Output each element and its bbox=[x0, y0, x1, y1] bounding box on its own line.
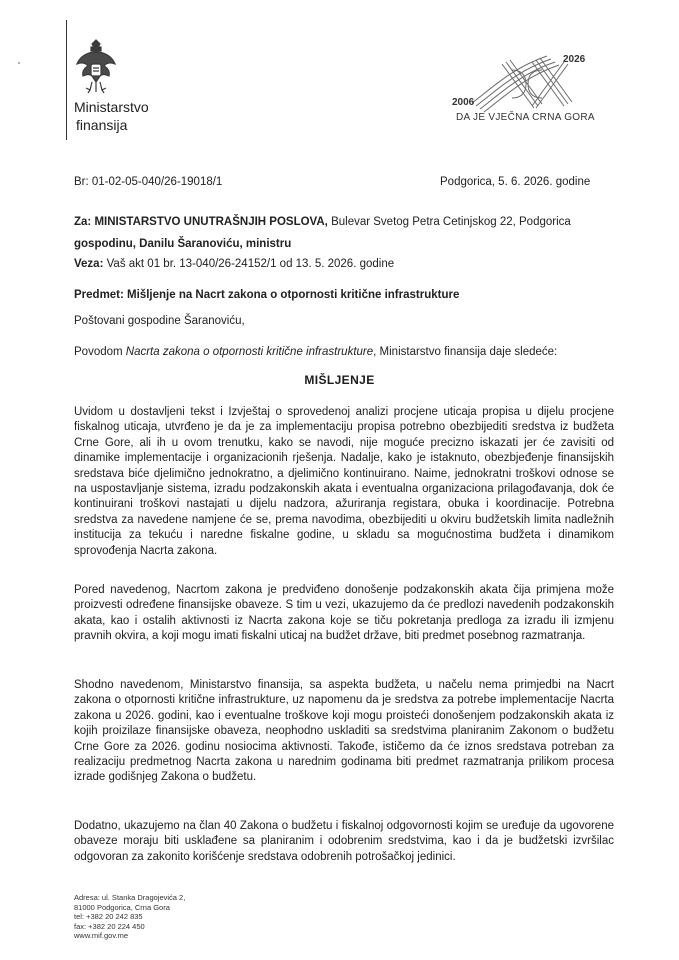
veza-text: Vaš akt 01 br. 13-040/26-24152/1 od 13. 5. 2026. godine bbox=[103, 258, 395, 270]
za-label: Za: bbox=[74, 216, 92, 228]
recipient-line bbox=[74, 214, 571, 230]
recipient-name: MINISTARSTVO UNUTRAŠNJIH POSLOVA, bbox=[94, 216, 328, 228]
footer-website: www.mif.gov.me bbox=[74, 931, 129, 941]
reference-number: Br: 01-02-05-040/26-19018/1 bbox=[74, 176, 223, 188]
paragraph-2: Pored navedenog, Nacrtom zakona je predviđeno donošenje podzakonskih akata čija primjena može proizvesti određene finansijske obaveze. S tim u vezi, ukazujemo da će predlozi navedenih podzakonskih akata, kao i ostalih aktivnosti iz Nacrta zakona koje se tiču pokretanja predloga za izradu ili izmjenu pravnih okvira, a koji mogu imati fiskalni uticaj na budžet države, biti predmet posebnog razmatranja. bbox=[74, 584, 614, 643]
jubilee-slogan: DA JE VJEČNA CRNA GORA bbox=[456, 112, 595, 123]
footer-phone: tel: +382 20 242 835 bbox=[74, 912, 143, 922]
intro-before: Povodom bbox=[74, 346, 126, 358]
veza-line bbox=[74, 256, 394, 272]
paragraph-3: Shodno navedenom, Ministarstvo finansija, sa aspekta budžeta, u načelu nema primjedbi na Nacrt zakona o otpornosti kritične infrastrukture, uz napomenu da je sredstva za potrebe implementacije Nacrta zakona u 2026. godini, kao i eventualne troškove koji mogu proisteći donošenjem podzakonskih akata iz kojih proizilaze finansijske obaveza, neophodno uskladiti sa sredstvima planiranim Zakonom o budžetu Crne Gore za 2026. godinu nosiocima aktivnosti. Takođe, ističemo da će iznos sredstava potreban za realizaciju predmetnog Nacrta zakona u narednim godinama biti predmet razmatranja prilikom procesa izrade godišnjeg Zakona o budžetu. bbox=[74, 679, 614, 784]
recipient-person-line bbox=[74, 236, 291, 252]
recipient-address: Bulevar Svetog Petra Cetinjskog 22, Podgorica bbox=[327, 216, 571, 228]
intro-italic: Nacrta zakona o otpornosti kritične infrastrukture bbox=[125, 346, 374, 358]
header-divider bbox=[66, 20, 67, 140]
ministry-name-line2: finansija bbox=[76, 117, 128, 133]
coat-of-arms-icon bbox=[74, 38, 118, 96]
subject-text: Mišljenje na Nacrt zakona o otpornosti kritične infrastrukture bbox=[123, 289, 460, 301]
paragraph-4: Dodatno, ukazujemo na član 40 Zakona o budžetu i fiskalnoj odgovornosti kojim se uređuje da ugovorene obaveze moraju biti usklađene sa planiranim i odobrenim sredstvima, kao i da je budžetski izvršilac odgovoran za zakonito korišćenje sredstava odobrenih potrošačkoj jedinici. bbox=[74, 820, 614, 863]
footer-contact bbox=[74, 893, 185, 941]
scan-speck bbox=[18, 62, 20, 64]
footer-city: 81000 Podgorica, Crna Gora bbox=[74, 902, 170, 912]
intro-line bbox=[74, 346, 557, 358]
subject-line bbox=[74, 287, 459, 303]
opinion-heading: MIŠLJENJE bbox=[304, 373, 375, 387]
ministry-name-line1: Ministarstvo bbox=[74, 99, 149, 115]
footer-address: Adresa: ul. Stanka Dragojevića 2, bbox=[74, 893, 186, 902]
greeting: Poštovani gospodine Šaranoviću, bbox=[74, 315, 245, 327]
veza-label: Veza: bbox=[74, 258, 104, 270]
paragraph-1: Uvidom u dostavljeni tekst i Izvještaj o sprovedenoj analizi procjene uticaja propisa u dijelu procjene fiskalnog uticaja, utvrđeno je da je za implementaciju propisa potrebno obezbijediti sredstva iz budžeta Crne Gore, ali ih u ovom trenutku, kako se navodi, nije moguće precizno iskazati jer će zavisiti od dinamike implementacije i organizacionih rješenja. Nadalje, kako je istaknuto, obezbjeđenje finansijskih sredstava biće djelimično jednokratno, a djelimično kontinuirano. Naime, jednokratni troškovi odnose se na uspostavljanje sistema, izradu podzakonskih akata i eventualna organizaciona prilagođavanja, dok će kontinuirani troškovi nastajati u dijelu nadzora, ažuriranja registara, obuka i koordinacije. Potrebna sredstva za navedene namjene će se, prema navodima, obezbijediti u okviru budžetskih limita nadležnih institucija za tekuću i naredne fiskalne godine, u skladu sa mogućnostima budžeta i dinamikom sprovođenja Nacrta zakona. bbox=[74, 406, 614, 557]
jubilee-year-end: 2026 bbox=[563, 54, 586, 65]
footer-fax: fax: +382 20 224 450 bbox=[74, 921, 145, 931]
subject-label: Predmet: bbox=[74, 289, 124, 301]
ministry-name bbox=[74, 98, 149, 134]
intro-after: , Ministarstvo finansija daje sledeće: bbox=[373, 346, 558, 358]
letter-date: Podgorica, 5. 6. 2026. godine bbox=[440, 176, 591, 188]
recipient-person: gospodinu, Danilu Šaranoviću, ministru bbox=[74, 238, 292, 250]
jubilee-year-start: 2006 bbox=[452, 97, 475, 108]
